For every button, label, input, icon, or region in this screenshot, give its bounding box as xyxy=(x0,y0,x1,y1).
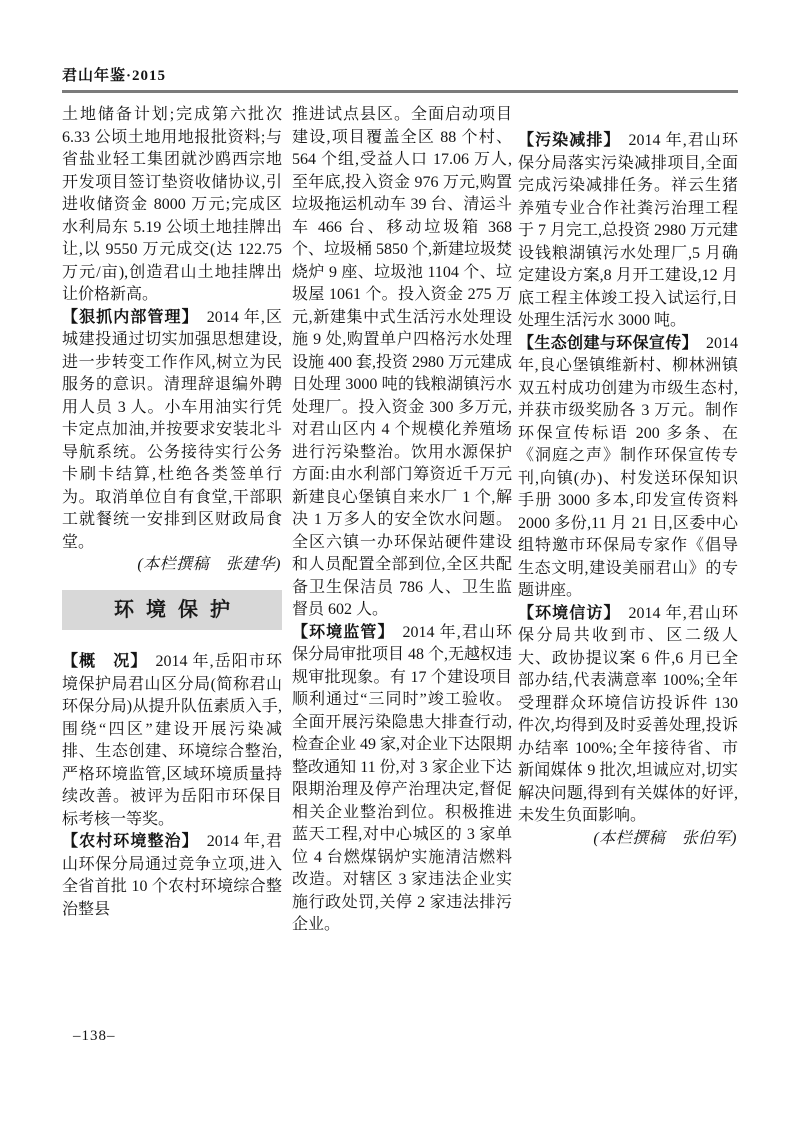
entry-title-overview: 【概 况】 xyxy=(62,653,148,670)
entry-title-eco-creation-publicity: 【生态创建与环保宣传】 xyxy=(518,334,698,352)
entry-environmental-supervision xyxy=(292,622,512,937)
paragraph-land-reserve-continuation: 土地储备计划;完成第六批次 6.33 公顷土地用地报批资料;与省盐业轻工集团就沙鸥西宗地开发项目签订垫资收储协议,引进收储资金 8000 万元;完成区水利局东 5.19 公顷土地挂牌出让,以 9550 万元成交(达 122.75 万元/亩),创造君山土地挂牌出让价格新高。 xyxy=(62,106,282,303)
page-header-title: 君山年鉴·2015 xyxy=(62,68,167,84)
entry-title-environmental-petitions: 【环境信访】 xyxy=(518,604,621,622)
column-signature-zhang-bojun: (本栏撰稿 张伯军) xyxy=(593,829,737,847)
column-right xyxy=(518,104,738,850)
column-left xyxy=(62,104,282,921)
page-number: –138– xyxy=(73,1028,116,1044)
paragraph-rural-environment-continuation: 推进试点县区。全面启动项目建设,项目覆盖全区 88 个村、564 个组,受益人口 17.06 万人,至年底,投入资金 976 万元,购置垃圾拖运机动车 39 台、清运斗车 466 台、移动垃圾箱 368 个、垃圾桶 5850 个,新建垃圾焚烧炉 9 座、垃圾池 1104 个、垃圾屋 1061 个。投入资金 275 万元,新建集中式生活污水处理设施 9 处,购置单户四格污水处理设施 400 套,投资 2980 万元建成日处理 3000 吨的钱粮湖镇污水处理厂。投入资金 300 多万元,对君山区内 4 个规模化养殖场进行污染整治。饮用水源保护方面:由水利部门筹资近千万元新建良心堡镇自来水厂 1 个,解决 1 万多人的安全饮水问题。全区六镇一办环保站硬件建设和人员配置全部到位,全区共配备卫生保洁员 786 人、卫生监督员 602 人。 xyxy=(292,106,513,618)
entry-text-environmental-supervision: 2014 年,君山环保分局审批项目 48 个,无越权违规审批现象。有 17 个建设项目顺利通过“三同时”竣工验收。全面开展污染隐患大排查行动,检查企业 49 家,对企业下达限期整改通知 11 份,对 3 家企业下达限期治理及停产治理决定,督促相关企业整治到位。积极推进蓝天工程,对中心城区的 3 家单位 4 台燃煤锅炉实施清洁燃料改造。对辖区 3 家违法企业实施行政处罚,关停 2 家违法排污企业。 xyxy=(292,623,513,933)
entry-pollution-reduction xyxy=(518,130,738,333)
entry-eco-creation-publicity xyxy=(518,333,738,603)
entry-internal-management xyxy=(62,307,282,555)
entry-overview xyxy=(62,651,282,831)
entry-title-environmental-supervision: 【环境监管】 xyxy=(292,623,395,641)
entry-text-overview: 2014 年,岳阳市环境保护局君山区分局(简称君山环保分局)从提升队伍素质入手,围绕“四区”建设开展污染减排、生态创建、环境综合整治,严格环境监管,区域环境质量持续改善。被评为岳阳市环保目标考核一等奖。 xyxy=(62,653,282,828)
entry-text-environmental-petitions: 2014 年,君山环保分局共收到市、区二级人大、政协提议案 6 件,6 月已全部办结,代表满意率 100%;全年受理群众环境信访投诉件 130 件次,均得到及时妥善处理,投诉办结率 100%;全年接待省、市新闻媒体 9 批次,坦诚应对,切实解决问题,得到有关媒体的好评,未发生负面影响。 xyxy=(518,604,738,824)
entry-title-internal-management: 【狠抓内部管理】 xyxy=(62,308,199,326)
header-rule xyxy=(62,90,738,93)
entry-text-rural-environment: 2014 年,君山环保分局通过竞争立项,进入全省首批 10 个农村环境综合整治整县 xyxy=(62,833,282,918)
column-middle xyxy=(292,104,512,937)
entry-title-rural-environment: 【农村环境整治】 xyxy=(62,833,199,850)
entry-text-pollution-reduction: 2014 年,君山环保分局落实污染减排项目,全面完成污染减排任务。祥云生猪养殖专业合作社粪污治理工程于 7 月完工,总投资 2980 万元建设钱粮湖镇污水处理厂,5 月确定建设方案,8 月开工建设,12 月底工程主体竣工投入试运行,日处理生活污水 3000 吨。 xyxy=(518,132,739,329)
entry-text-internal-management: 2014 年,区城建投通过切实加强思想建设,进一步转变工作作风,树立为民服务的意识。清理辞退编外聘用人员 3 人。小车用油实行凭卡定点加油,并按要求安装北斗导航系统。公务接待实行公务卡刷卡结算,杜绝各类签单行为。取消单位自有食堂,干部职工就餐统一安排到区财政局食堂。 xyxy=(62,308,282,551)
entry-title-pollution-reduction: 【污染减排】 xyxy=(518,132,621,149)
column-signature-zhang-jianhua: (本栏撰稿 张建华) xyxy=(137,556,281,573)
entry-environmental-petitions xyxy=(518,603,738,828)
entry-text-eco-creation-publicity: 2014 年,良心堡镇维新村、柳林洲镇双五村成功创建为市级生态村,并获市级奖励各 3 万元。制作环保宣传标语 200 多条、在《洞庭之声》制作环保宣传专刊,向镇(办)、村发送环保知识手册 3000 多本,印发宣传资料 2000 多份,11 月 21 日,区委中心组特邀市环保局专家作《倡导生态文明,建设美丽君山》的专题讲座。 xyxy=(518,334,738,599)
section-heading-environmental-protection: 环境保护 xyxy=(62,590,282,631)
entry-rural-environment xyxy=(62,831,282,921)
